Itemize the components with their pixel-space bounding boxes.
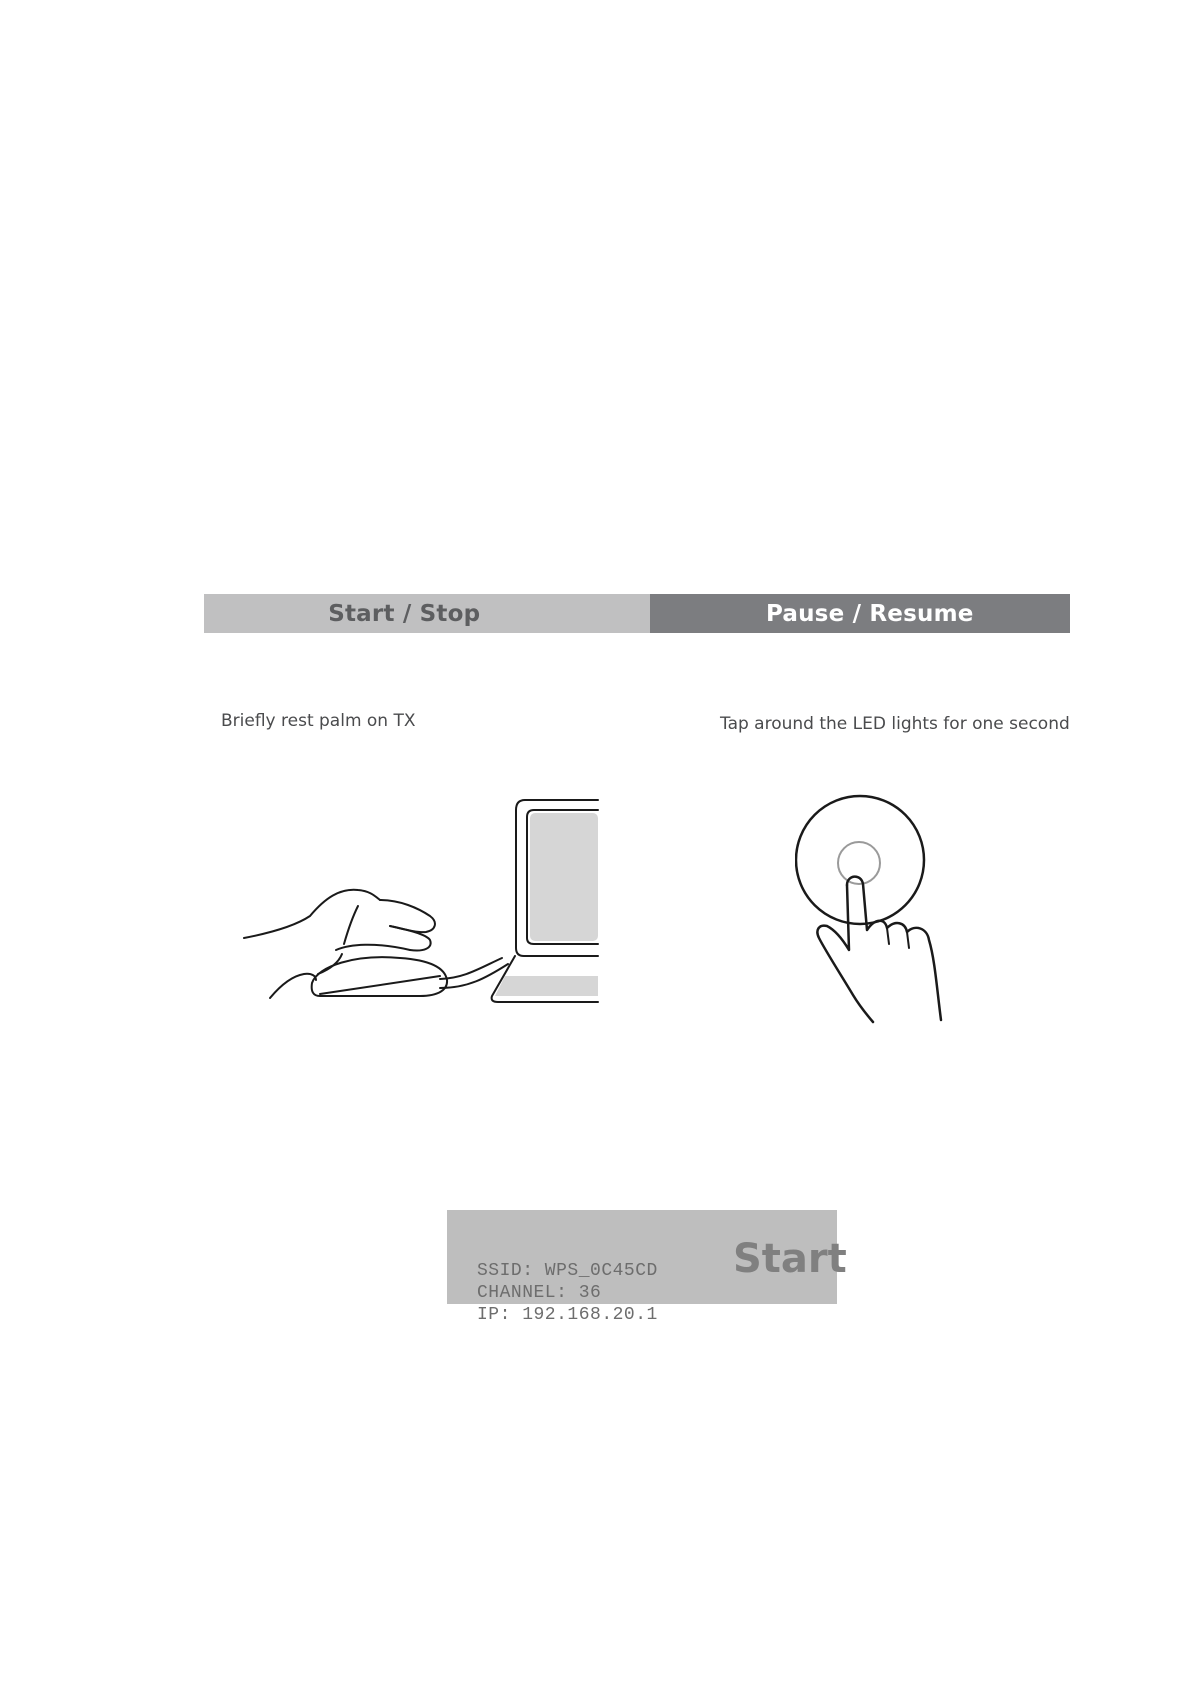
network-info xyxy=(477,1260,658,1326)
ssid-line: SSID: WPS_0C45CD xyxy=(477,1261,658,1281)
ip-line: IP: 192.168.20.1 xyxy=(477,1305,658,1325)
hand-on-mouse-icon xyxy=(240,798,600,1008)
finger-tap-led-icon xyxy=(795,790,970,1040)
channel-line: CHANNEL: 36 xyxy=(477,1283,602,1303)
status-state-label: Start xyxy=(733,1236,847,1282)
pause-resume-header: Pause / Resume xyxy=(650,594,1071,633)
pause-resume-caption: Tap around the LED lights for one second xyxy=(720,714,1070,734)
start-stop-caption: Briefly rest palm on TX xyxy=(221,711,416,731)
start-stop-header: Start / Stop xyxy=(204,594,650,633)
mode-header-bar xyxy=(204,594,1070,633)
